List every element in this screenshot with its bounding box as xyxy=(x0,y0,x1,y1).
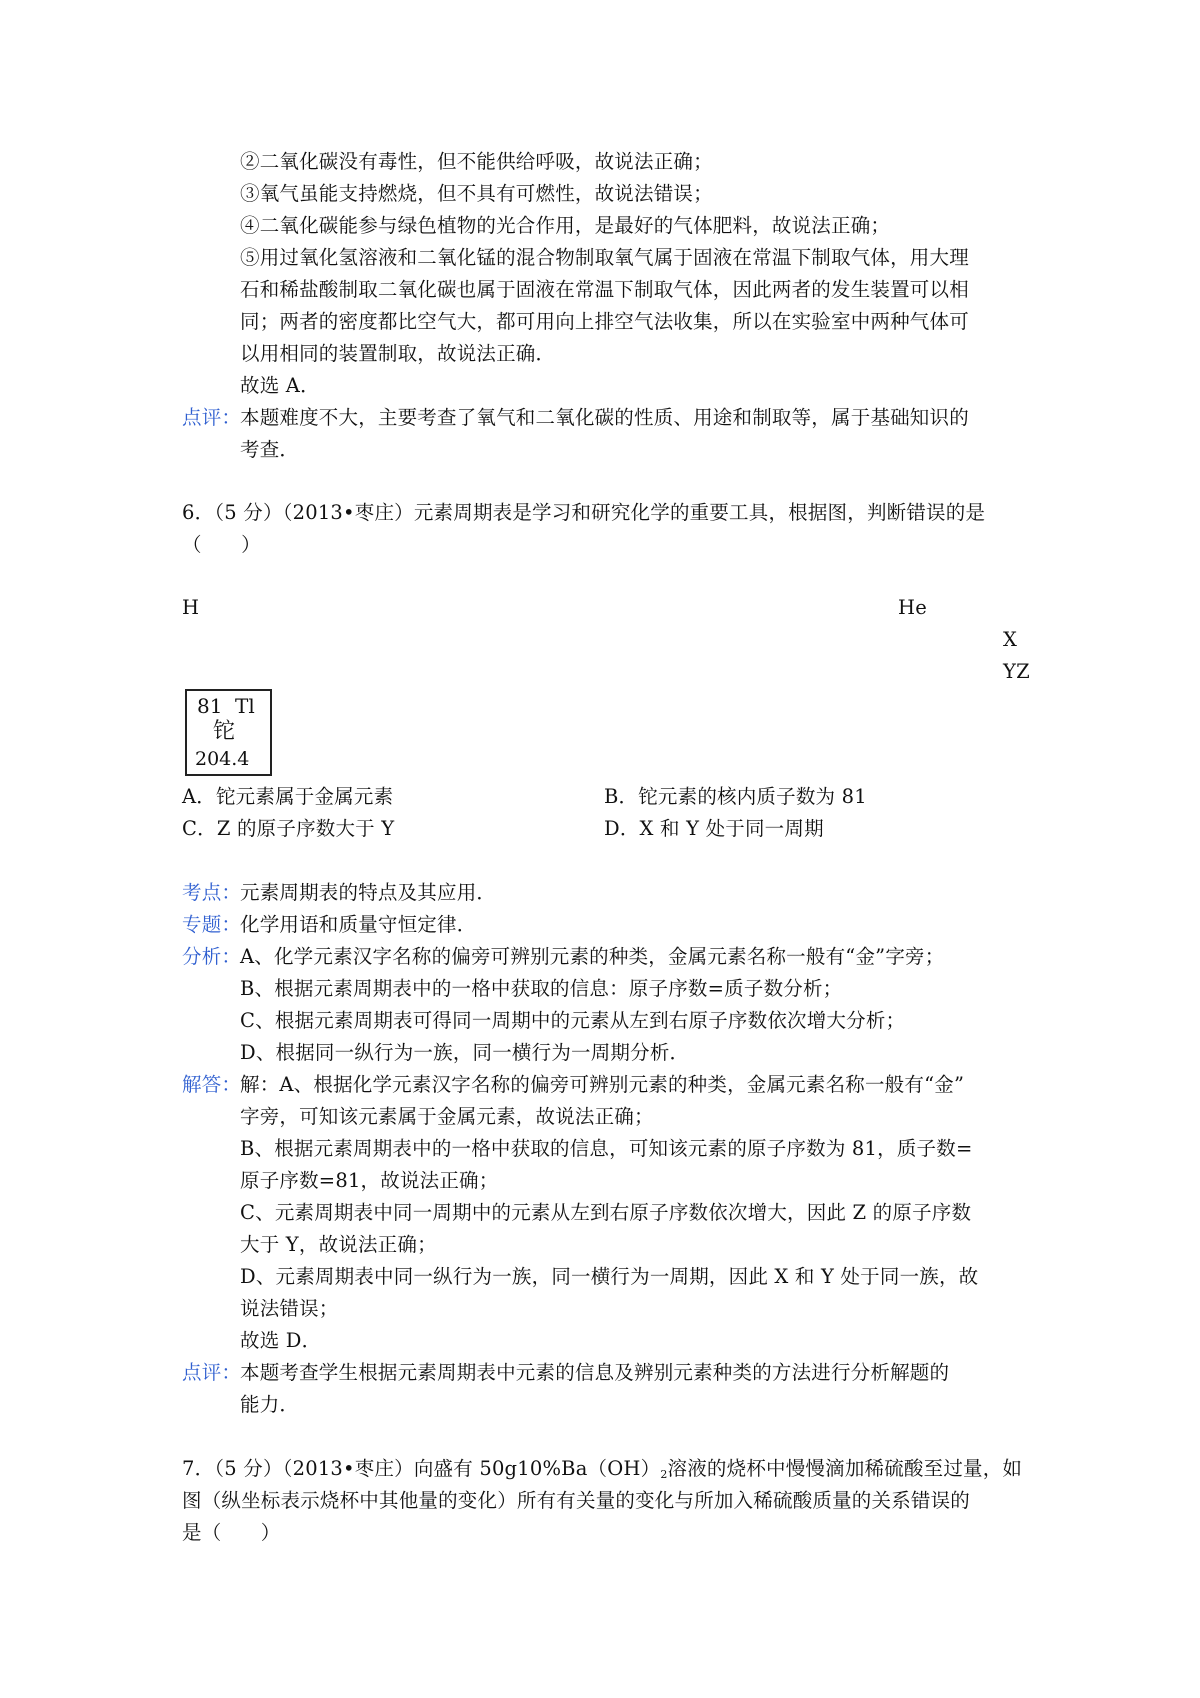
q6-option-b: B．铊元素的核内质子数为 81 xyxy=(604,785,867,808)
ptable-h: H xyxy=(182,596,200,619)
q6-option-c: C．Z 的原子序数大于 Y xyxy=(182,817,395,840)
fenxi-c: C、根据元素周期表可得同一周期中的元素从左到右原子序数依次增大分析； xyxy=(240,1009,906,1032)
jieda-7: D、元素周期表中同一纵行为一族，同一横行为一周期，因此 X 和 Y 处于同一族，故 xyxy=(240,1265,979,1288)
element-tile-thallium xyxy=(185,689,272,776)
kaodian-text: 元素周期表的特点及其应用． xyxy=(240,881,497,904)
ptable-yz: YZ xyxy=(1003,660,1030,683)
jieda-8: 说法错误； xyxy=(240,1297,339,1320)
jieda-6: 大于 Y，故说法正确； xyxy=(240,1233,437,1256)
ptable-x: X xyxy=(1003,628,1018,651)
solution-line-4: ④二氧化碳能参与绿色植物的光合作用，是最好的气体肥料，故说法正确； xyxy=(240,214,891,237)
element-mass: 204.4 xyxy=(195,748,250,770)
jieda-label: 解答： xyxy=(182,1073,242,1096)
q6-stem-a: 6．（5 分）（2013•枣庄）元素周期表是学习和研究化学的重要工具，根据图，判断错误的是 xyxy=(182,501,986,524)
element-symbol: Tl xyxy=(235,694,255,718)
solution-line-3: ③氧气虽能支持燃烧，但不具有可燃性，故说法错误； xyxy=(240,182,713,205)
jieda-2: 字旁，可知该元素属于金属元素，故说法正确； xyxy=(240,1105,654,1128)
jieda-5: C、元素周期表中同一周期中的元素从左到右原子序数依次增大，因此 Z 的原子序数 xyxy=(240,1201,972,1224)
q7-stem-a1: 7．（5 分）（2013•枣庄）向盛有 50g10%Ba（OH） xyxy=(182,1457,661,1480)
solution-line-5c: 同；两者的密度都比空气大，都可用向上排空气法收集，所以在实验室中两种气体可 xyxy=(240,310,969,333)
q6-stem-b: （ ） xyxy=(182,533,261,556)
jieda-1: 解：A、根据化学元素汉字名称的偏旁可辨别元素的种类，金属元素名称一般有“金” xyxy=(240,1073,965,1096)
dianping-label: 点评： xyxy=(182,1361,242,1384)
dianping-a: 本题考查学生根据元素周期表中元素的信息及辨别元素种类的方法进行分析解题的 xyxy=(240,1361,950,1384)
jieda-9: 故选 D． xyxy=(240,1329,322,1352)
solution-answer: 故选 A． xyxy=(240,374,320,397)
q7-stem-a xyxy=(182,1454,1022,1490)
q7-stem-a2: 溶液的烧杯中慢慢滴加稀硫酸至过量，如 xyxy=(667,1457,1023,1480)
zhuanti-label: 专题： xyxy=(182,913,242,936)
q6-option-d: D．X 和 Y 处于同一周期 xyxy=(604,817,824,840)
comment-line-a: 本题难度不大，主要考查了氧气和二氧化碳的性质、用途和制取等，属于基础知识的 xyxy=(240,406,969,429)
kaodian-label: 考点： xyxy=(182,881,242,904)
fenxi-d: D、根据同一纵行为一族，同一横行为一周期分析． xyxy=(240,1041,690,1064)
fenxi-label: 分析： xyxy=(182,945,242,968)
jieda-3: B、根据元素周期表中的一格中获取的信息，可知该元素的原子序数为 81，质子数= xyxy=(240,1137,973,1160)
ptable-he: He xyxy=(898,596,927,619)
q6-option-a: A．铊元素属于金属元素 xyxy=(182,785,394,808)
fenxi-b: B、根据元素周期表中的一格中获取的信息：原子序数=质子数分析； xyxy=(240,977,843,1000)
dianping-b: 能力． xyxy=(240,1393,300,1416)
fenxi-a: A、化学元素汉字名称的偏旁可辨别元素的种类，金属元素名称一般有“金”字旁； xyxy=(240,945,945,968)
jieda-4: 原子序数=81，故说法正确； xyxy=(240,1169,499,1192)
q7-stem-b: 图（纵坐标表示烧杯中其他量的变化）所有有关量的变化与所加入稀硫酸质量的关系错误的 xyxy=(182,1489,971,1512)
q7-stem-sub: 2 xyxy=(660,1468,668,1481)
solution-line-2: ②二氧化碳没有毒性，但不能供给呼吸，故说法正确； xyxy=(240,150,713,173)
element-name: 铊 xyxy=(213,719,236,744)
zhuanti-text: 化学用语和质量守恒定律． xyxy=(240,913,477,936)
q7-stem-c: 是（ ） xyxy=(182,1521,281,1544)
element-number: 81 xyxy=(197,694,223,718)
comment-label: 点评： xyxy=(182,406,242,429)
comment-line-b: 考查． xyxy=(240,438,300,461)
solution-line-5b: 石和稀盐酸制取二氧化碳也属于固液在常温下制取气体，因此两者的发生装置可以相 xyxy=(240,278,969,301)
solution-line-5a: ⑤用过氧化氢溶液和二氧化锰的混合物制取氧气属于固液在常温下制取气体，用大理 xyxy=(240,246,969,269)
solution-line-5d: 以用相同的装置制取，故说法正确． xyxy=(240,342,556,365)
